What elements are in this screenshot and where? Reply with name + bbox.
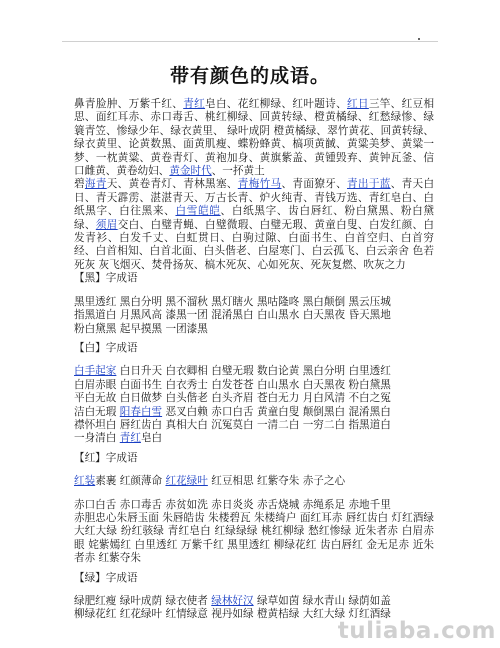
text-run: 、白纸黑字、齿白唇红、粉白黛黑、粉白黛绿、 [74,205,435,231]
document-body [74,98,434,628]
text-run: 赤口白舌 赤口毒舌 赤贫如洗 赤日炎炎 赤舌烧城 赤绳系足 赤地千里 [74,498,391,511]
idiom-link[interactable]: 黄金时代 [169,165,212,178]
section-header: 【红】字成语 [74,451,138,464]
text-run: 交白、白璧青蝇、白璧微瑕、白璧无瑕、黄童白叟、白发红颜、白发青衫、白发千丈、白虹贯日、白驹过隙、白面书生、白首空归、白首穷经、白首相知、白首北面、白头偕老、白屋寒门、白云孤飞、白云亲舍 色若死灰 灰飞烟灭、焚骨扬灰、槁木死灰、心如死灰、死灰复燃、吹灰之力 [74,218,435,271]
idiom-line [74,379,434,392]
idiom-link[interactable]: 阳春白雪 [119,405,163,418]
text-run: 洁白无瑕 [74,405,120,418]
idiom-line [74,296,434,309]
idiom-link[interactable]: 红装 [74,475,96,488]
section-header: 【黑】字成语 [74,272,138,285]
text-run: 一身清白 [74,432,120,445]
text-run: 平白无故 白日做梦 白头偕老 白头齐眉 苍白无力 月白风清 不白之冤 [74,392,391,405]
idiom-link[interactable]: 红日 [347,98,369,110]
idiom-line [74,512,434,566]
intro-paragraph [74,98,434,178]
text-run: 指黑道白 月黑风高 漆黑一团 混淆黑白 白山黑水 白天黑夜 昏天黑地 [74,309,391,322]
text-run: 红豆相思 红紫夺朱 赤子之心 [207,475,346,488]
idiom-line [74,432,434,445]
idiom-line [74,365,434,378]
idiom-line [74,499,434,512]
text-run: 皂白、花红柳绿、红叶题诗、 [205,98,347,110]
text-run: 皂白 [140,432,163,445]
idiom-line [74,419,434,432]
text-run: 白日升天 白衣卿相 白璧无瑕 数白论黄 黑白分明 白里透红 [116,365,391,378]
idiom-line [74,475,434,488]
text-run: 、一抔黄土 [211,165,265,178]
text-run: 恶叉白赖 赤口白舌 黄童白叟 颠倒黑白 混淆黑白 [162,405,391,418]
text-run: 黑里透红 黑白分明 黑不溜秋 黑灯瞎火 黑咕隆咚 黑白颠倒 黑云压城 [74,295,391,308]
document-title: 带有颜色的成语。 [169,65,330,87]
idiom-link[interactable]: 绿林好汉 [211,595,254,607]
text-run: 赤胆忠心朱唇玉面 朱唇皓齿 朱楼碧瓦 朱楼绮户 面红耳赤 唇红齿白 灯红酒绿 大红大绿 纷红骇绿 青红皂白 红绿绿绿 桃红柳绿 愁红惨绿 近朱者赤 白眉赤眼 姹紫嫣红 白里透红 万紫千红 黑里透红 柳绿花红 齿白唇红 金无足赤 近朱者赤 红紫夺朱 [74,511,434,565]
idiom-link[interactable]: 白雪皑皑 [175,205,221,218]
sections-container [74,272,434,628]
text-run: 襟怀坦白 唇红齿白 真相大白 沉冤莫白 一清二白 一穷二白 指黑道白 [74,418,391,431]
section-header: 【绿】字成语 [74,571,138,584]
text-run: 天、黄卷青灯、青林黑塞、 [106,178,238,191]
idiom-link[interactable]: 青红 [119,432,141,445]
text-run: 粉白黛黑 起早摸黑 一团漆黑 [74,322,208,335]
idiom-line [74,309,434,322]
idiom-link[interactable]: 青红 [183,98,206,110]
idiom-link[interactable]: 红花绿叶 [165,475,208,488]
text-run: 绿肥红瘦 绿叶成荫 绿衣使者 [74,595,212,607]
page-mark [418,38,420,40]
idiom-line [74,392,434,405]
text-run: 三竿、红豆相思、面红耳赤、赤口毒舌、桃红柳绿、回黄转绿、橙黄橘绿、红愁绿惨、绿簑青笠、惨绿少年、绿衣黄里、 绿叶成阴 橙黄橘绿、翠竹黄花、回黄转绿、绿衣黄里、论黄数黑、面黄肌瘦、蝶粉蜂黄、槁项黄馘、黄粱美梦、黄粱一梦、一枕黄粱、黄卷青灯、黄袍加身、黄旗紫盖、黄锺毁弃、黄钟瓦釜、信口雌黄、黄卷幼妇、 [74,98,435,178]
text-run: 素裹 红颜薄命 [95,475,166,488]
idiom-link[interactable]: 海青 [84,178,107,191]
idiom-link[interactable]: 白手起家 [74,365,117,378]
idiom-line [74,406,434,419]
idiom-line [74,595,434,608]
text-run: 鼻青脸肿、万紫千红、 [74,98,184,110]
section-header: 【白】字成语 [74,341,138,354]
text-run: 碧 [74,178,85,191]
top-rule [62,41,438,42]
text-run: 、青面獠牙、 [281,178,347,191]
second-paragraph [74,178,434,272]
idiom-link[interactable]: 青梅竹马 [237,178,282,191]
text-run: 白眉赤眼 白面书生 白衣秀士 白发苍苍 白山黑水 白天黑夜 粉白黛黑 [74,378,391,391]
idiom-line [74,323,434,336]
text-run: 绿草如茵 绿水青山 绿荫如盖 [253,595,391,607]
watermark-logo: tuliaba.com [337,618,496,644]
idiom-link[interactable]: 须眉 [95,218,118,231]
text-run: 、青天白日、青天霹雳、湛湛青天、万古长青、炉火纯青、青钱万选、青红皂白、白纸黑字、白往黑来、 [74,178,435,218]
text-run: 柳绿花红 红花绿叶 红情绿意 视丹如绿 橙黄桔绿 大红大绿 灯红酒绿 [74,608,391,621]
idiom-link[interactable]: 青出于蓝 [347,178,391,191]
